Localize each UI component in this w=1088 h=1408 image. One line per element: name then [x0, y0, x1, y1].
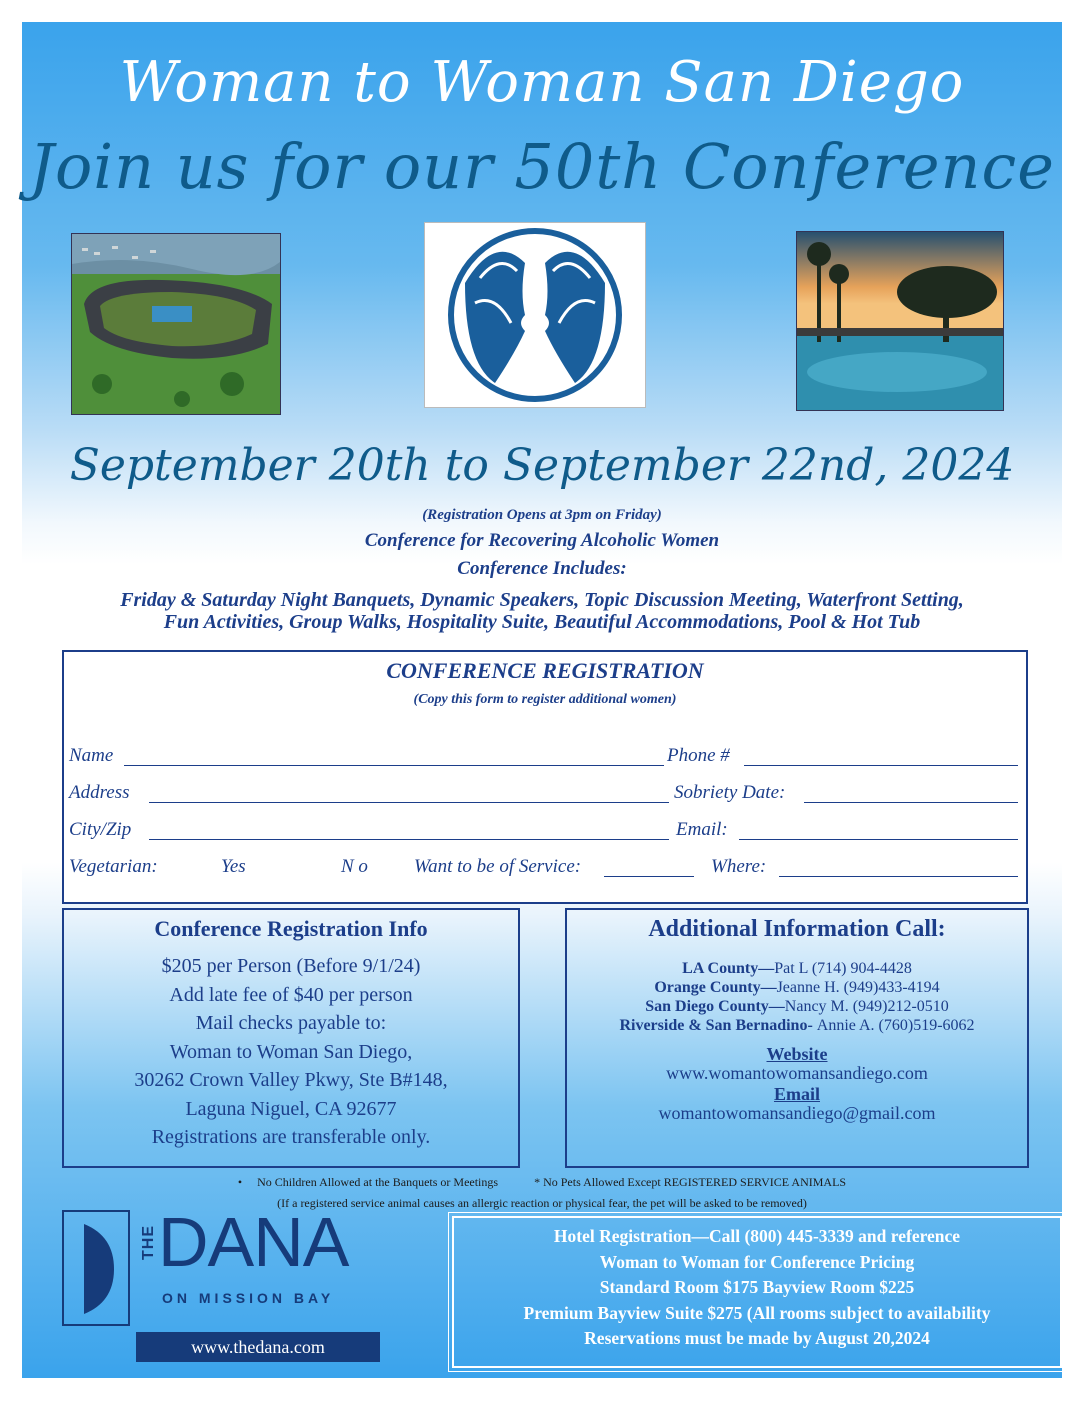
- info-line: $205 per Person (Before 9/1/24): [161, 955, 421, 977]
- cityzip-field[interactable]: [149, 839, 669, 840]
- hotel-line: Reservations must be made by August 20,2024: [584, 1328, 930, 1348]
- registration-info-box: [62, 908, 520, 1168]
- conference-subtitle: Conference for Recovering Alcoholic Women: [364, 530, 720, 551]
- contact-line: San Diego County—Nancy M. (949)212-0510: [645, 998, 949, 1015]
- vegetarian-no-option[interactable]: N o: [341, 856, 368, 877]
- dana-d-icon: [62, 1210, 132, 1328]
- contact-line: LA County—Pat L (714) 904-4428: [682, 960, 912, 977]
- additional-info-box: [565, 908, 1029, 1168]
- includes-line2: Fun Activities, Group Walks, Hospitality Suite, Beautiful Accommodations, Pool & Hot Tub: [163, 611, 921, 633]
- email-field[interactable]: [739, 839, 1018, 840]
- children-note: No Children Allowed at the Banquets or Meetings: [257, 1175, 499, 1189]
- bullet-icon: •: [237, 1175, 243, 1189]
- the-dana-logo: [62, 1203, 382, 1370]
- form-row-preferences: [69, 855, 1018, 881]
- info-line: Laguna Niguel, CA 92677: [185, 1097, 397, 1120]
- form-copy-note: (Copy this form to register additional women): [413, 692, 677, 707]
- pool-sunset-photo: [796, 231, 1004, 411]
- sobriety-label: Sobriety Date:: [674, 782, 786, 803]
- registration-opens: (Registration Opens at 3pm on Friday): [422, 507, 662, 523]
- form-row-address: [69, 781, 1018, 807]
- hotel-line: Woman to Woman for Conference Pricing: [599, 1251, 915, 1272]
- where-field[interactable]: [779, 876, 1018, 877]
- info-line: 30262 Crown Valley Pkwy, Ste B#148,: [134, 1069, 448, 1091]
- sobriety-date-field[interactable]: [804, 802, 1018, 803]
- registration-form: [62, 650, 1028, 904]
- name-label: Name: [69, 745, 114, 766]
- service-label: Want to be of Service:: [414, 856, 582, 877]
- hotel-line: Premium Bayview Suite $275 (All rooms subject to availability: [523, 1302, 991, 1323]
- info-line: Woman to Woman San Diego,: [169, 1040, 413, 1063]
- form-row-name: [69, 744, 1018, 770]
- includes-heading: Conference Includes:: [457, 558, 627, 579]
- additional-info-title: Additional Information Call:: [648, 916, 946, 942]
- dana-website[interactable]: www.thedana.com: [136, 1332, 380, 1362]
- address-label: Address: [69, 782, 130, 803]
- website-label: Website: [766, 1044, 828, 1064]
- email-label: Email:: [676, 819, 728, 840]
- form-title: CONFERENCE REGISTRATION: [386, 658, 704, 683]
- contact-line: Riverside & San Bernadino- Annie A. (760)519-6062: [619, 1017, 975, 1034]
- info-line: Add late fee of $40 per person: [169, 983, 413, 1006]
- name-field[interactable]: [124, 765, 664, 766]
- info-line: Mail checks payable to:: [195, 1012, 387, 1034]
- dana-tagline: ON MISSION BAY: [162, 1290, 335, 1306]
- dana-name: DANA: [158, 1203, 349, 1281]
- woman-to-woman-logo: [424, 222, 646, 408]
- registration-info-title: Conference Registration Info: [154, 916, 428, 941]
- hotel-registration-box: [452, 1216, 1062, 1368]
- vegetarian-label: Vegetarian:: [69, 856, 158, 877]
- service-field[interactable]: [604, 876, 694, 877]
- phone-label: Phone #: [667, 745, 730, 766]
- contact-line: Orange County—Jeanne H. (949)433-4194: [654, 979, 940, 996]
- service-animal-note: (If a registered service animal causes an allergic reaction or physical fear, the pet will be asked to be removed): [277, 1196, 807, 1210]
- address-field[interactable]: [149, 802, 669, 803]
- cityzip-label: City/Zip: [69, 819, 132, 840]
- hotel-line: Standard Room $175 Bayview Room $225: [599, 1277, 915, 1297]
- vegetarian-yes-option[interactable]: Yes: [221, 856, 246, 877]
- title-line1: Woman to Woman San Diego: [119, 50, 965, 115]
- email-heading: Email: [773, 1084, 820, 1104]
- dana-the: THE: [140, 1225, 157, 1260]
- info-line: Registrations are transferable only.: [151, 1126, 431, 1148]
- form-row-cityzip: [69, 818, 1018, 844]
- website-link[interactable]: www.womantowomansandiego.com: [666, 1063, 928, 1083]
- where-label: Where:: [711, 856, 767, 877]
- phone-field[interactable]: [744, 765, 1018, 766]
- title-line2: Join us for our 50th Conference: [29, 130, 1055, 203]
- rules-line: [22, 1175, 1062, 1190]
- hotel-line: Hotel Registration—Call (800) 445-3339 and reference: [553, 1226, 961, 1246]
- flyer: [22, 22, 1062, 1378]
- event-dates: September 20th to September 22nd, 2024: [69, 440, 1015, 491]
- pets-note: * No Pets Allowed Except REGISTERED SERVICE ANIMALS: [534, 1175, 847, 1189]
- resort-aerial-photo: [71, 233, 281, 415]
- email-link[interactable]: womantowomansandiego@gmail.com: [658, 1103, 936, 1123]
- includes-line1: Friday & Saturday Night Banquets, Dynamic Speakers, Topic Discussion Meeting, Waterfront Setting,: [120, 589, 964, 611]
